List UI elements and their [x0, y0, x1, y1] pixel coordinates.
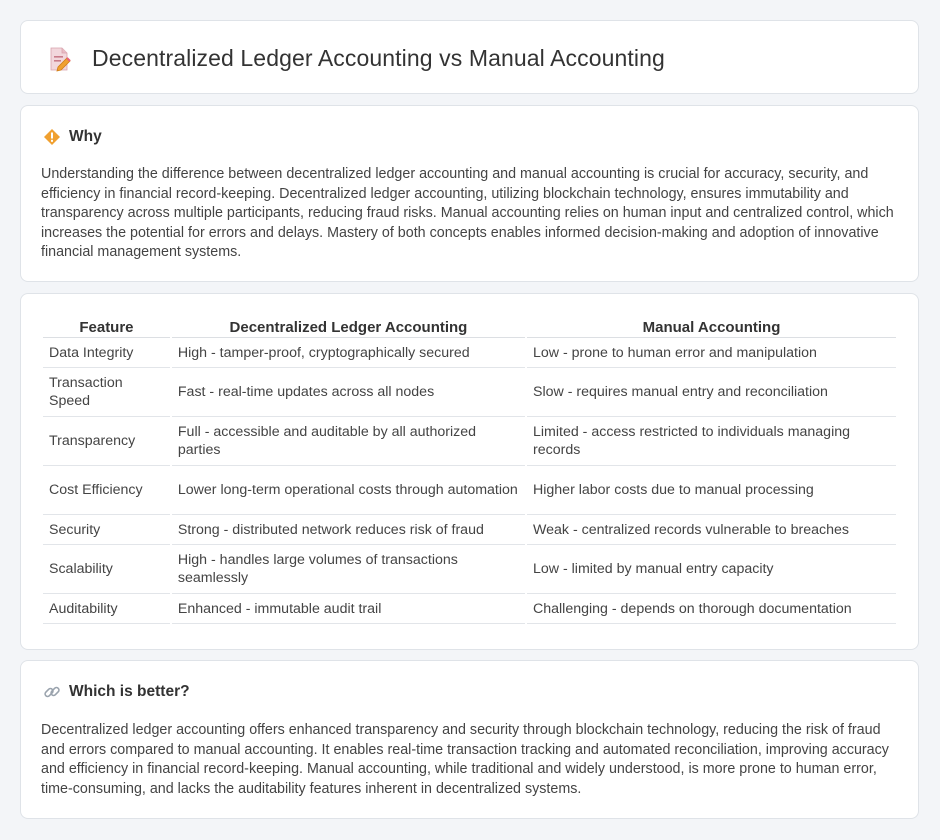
table-row [43, 515, 896, 545]
header-feature: Feature [43, 316, 170, 338]
feature-cell: Data Integrity [43, 338, 170, 368]
manual-cell: Limited - access restricted to individuals managing records [527, 417, 896, 466]
title-card [20, 20, 919, 94]
decentralized-cell: Full - accessible and auditable by all authorized parties [172, 417, 525, 466]
why-card [20, 105, 919, 282]
manual-cell: Weak - centralized records vulnerable to breaches [527, 515, 896, 545]
page-title: Decentralized Ledger Accounting vs Manual Accounting [92, 45, 665, 71]
document-edit-icon [46, 46, 72, 72]
decentralized-cell: Enhanced - immutable audit trail [172, 594, 525, 624]
table-row [43, 545, 896, 594]
comparison-table [41, 316, 898, 624]
better-card [20, 660, 919, 819]
decentralized-cell: High - handles large volumes of transactions seamlessly [172, 545, 525, 594]
feature-cell: Cost Efficiency [43, 466, 170, 515]
why-title: Why [69, 128, 102, 145]
why-header [43, 128, 102, 146]
feature-cell: Scalability [43, 545, 170, 594]
diamond-warning-icon [43, 128, 61, 146]
decentralized-cell: High - tamper-proof, cryptographically secured [172, 338, 525, 368]
feature-cell: Transparency [43, 417, 170, 466]
comparison-card [20, 293, 919, 650]
header-decentralized: Decentralized Ledger Accounting [172, 316, 525, 338]
feature-cell: Auditability [43, 594, 170, 624]
header-manual: Manual Accounting [527, 316, 896, 338]
manual-cell: Low - prone to human error and manipulation [527, 338, 896, 368]
table-row [43, 338, 896, 368]
better-header [43, 683, 190, 701]
table-row [43, 368, 896, 417]
title-row [46, 45, 665, 72]
manual-cell: Higher labor costs due to manual processing [527, 466, 896, 515]
decentralized-cell: Lower long-term operational costs through automation [172, 466, 525, 515]
feature-cell: Transaction Speed [43, 368, 170, 417]
manual-cell: Low - limited by manual entry capacity [527, 545, 896, 594]
better-body: Decentralized ledger accounting offers enhanced transparency and security through blockchain technology, reducing the risk of fraud and errors compared to manual accounting. It enables real-time transaction tracking and automated reconciliation, improving accuracy and efficiency in financial record-keeping. Manual accounting, while traditional and widely understood, is more prone to human error, time-consuming, and lacks the auditability features inherent in decentralized systems. [41, 722, 889, 797]
manual-cell: Challenging - depends on thorough documentation [527, 594, 896, 624]
link-icon [43, 683, 61, 701]
decentralized-cell: Strong - distributed network reduces risk of fraud [172, 515, 525, 545]
why-body: Understanding the difference between decentralized ledger accounting and manual accounting is crucial for accuracy, security, and efficiency in financial record-keeping. Decentralized ledger accounting, utilizing blockchain technology, ensures immutability and transparency across multiple participants, reducing fraud risks. Manual accounting relies on human input and centralized control, which increases the potential for errors and delays. Mastery of both concepts enables informed decision-making and adoption of innovative financial management systems. [41, 166, 894, 261]
table-row [43, 594, 896, 624]
manual-cell: Slow - requires manual entry and reconciliation [527, 368, 896, 417]
feature-cell: Security [43, 515, 170, 545]
table-header-row [43, 316, 896, 338]
decentralized-cell: Fast - real-time updates across all nodes [172, 368, 525, 417]
table-row [43, 466, 896, 515]
table-row [43, 417, 896, 466]
better-title: Which is better? [69, 683, 190, 700]
